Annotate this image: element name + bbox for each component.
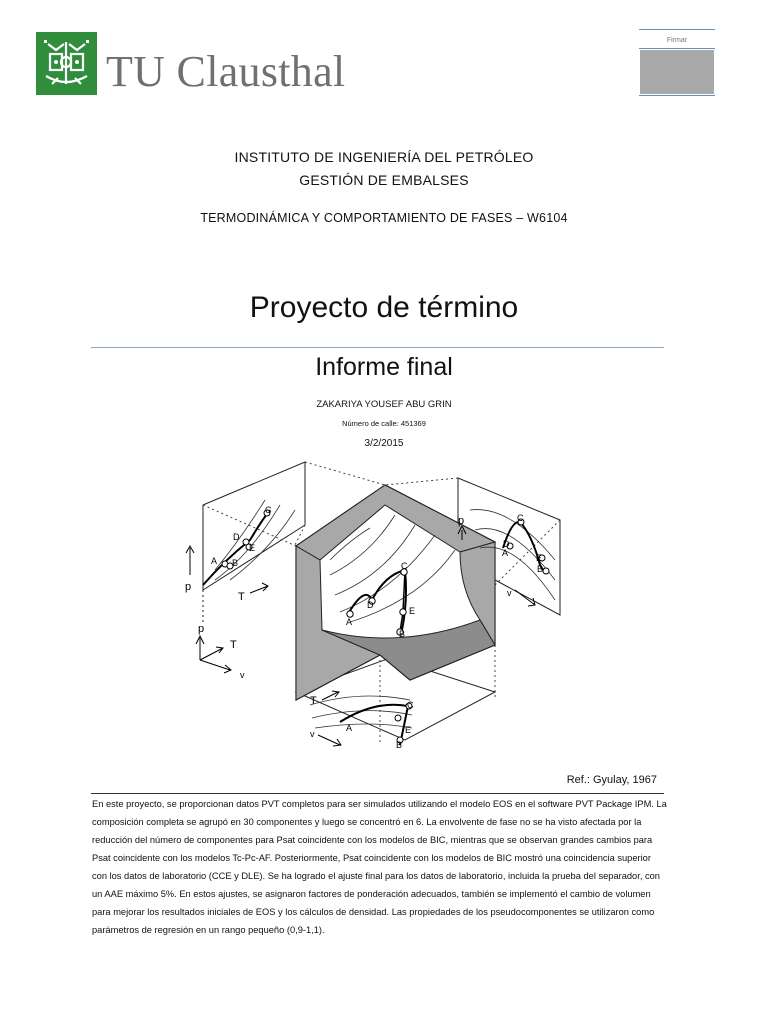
point-label: A (346, 617, 353, 627)
point-label: A (346, 723, 353, 733)
report-date: 3/2/2015 (364, 438, 404, 449)
signature-field[interactable] (640, 50, 714, 94)
pvt-surface-figure (180, 458, 600, 763)
axis-label-v: v (310, 729, 315, 739)
course-name: TERMODINÁMICA Y COMPORTAMIENTO DE FASES – W6104 (200, 211, 568, 225)
university-logo (36, 32, 366, 98)
axis-label-t: T (238, 591, 245, 603)
figure-reference: Ref.: Gyulay, 1967 (566, 774, 657, 786)
point-label: B (232, 558, 239, 568)
point-label: D (503, 539, 510, 549)
axis-label-p: p (458, 515, 465, 527)
point-label: E (405, 725, 412, 735)
point-label: A (211, 556, 218, 566)
point-label: C (517, 513, 524, 523)
point-label: C (407, 700, 414, 710)
axis-label-v: v (240, 670, 245, 680)
point-label: D (367, 600, 374, 610)
title-divider (91, 347, 664, 348)
point-label: E (409, 606, 416, 616)
point-label: E (249, 543, 256, 553)
axis-label-p: p (185, 581, 192, 593)
page-subtitle: Informe final (315, 353, 453, 381)
abstract-divider (91, 793, 664, 794)
point-label: B (537, 564, 544, 574)
divider (639, 95, 715, 96)
pvt-surface-block (296, 485, 495, 700)
point-label: E (536, 553, 543, 563)
student-number: Número de calle: 451369 (342, 419, 426, 428)
signature-label: Firmar (666, 37, 688, 44)
point-label: B (399, 629, 406, 639)
abstract-paragraph: En este proyecto, se proporcionan datos PVT completos para ser simulados utilizando el modelo EOS en el software PVT Package IPM. La composición completa se agrupó en 30 componentes y luego se concentró en 6. La envolvente de fase no se ha visto afectada por la reducción del número de componentes para Psat coincidente con los modelos de BIC, mientras que se observan grandes cambios para Psat coincidente con los modelos Tc-Pc-AF. Posteriormente, Psat coincidente con los modelos de BIC mostró una coincidencia superior con los datos de laboratorio (CCE y DLE). Se ha logrado el ajuste final para los datos de laboratorio, incluida la prueba del separador, con un AAE máximo 5%. En estos ajustes, se asignaron factores de ponderación adecuados, también se implementó el cambio de volumen para mejorar los resultados iniciales de EOS y los cálculos de densidad. Las propiedades de los pseudocomponentes se utilizaron como parámetros de regresión en un rango pequeño (0,9-1,1). (92, 799, 667, 935)
point-label: C (401, 561, 408, 571)
point-label: B (396, 740, 403, 750)
axis-label-t: T (230, 639, 237, 651)
axis-label-p: p (198, 623, 205, 635)
point-label: A (502, 548, 509, 558)
crest-icon (36, 32, 97, 95)
signature-box[interactable] (639, 29, 715, 97)
author-name: ZAKARIYA YOUSEF ABU GRIN (316, 399, 452, 410)
page-title: Proyecto de término (249, 291, 519, 324)
logo-text: TU Clausthal (106, 47, 346, 96)
divider (639, 48, 715, 49)
axis-label-v: v (507, 588, 512, 598)
point-label: C (265, 505, 272, 515)
point-label: D (233, 532, 240, 542)
left-projection-panel (203, 462, 305, 590)
axis-label-t: T (310, 695, 317, 707)
institute-name: INSTITUTO DE INGENIERÍA DEL PETRÓLEO (234, 149, 534, 165)
divider (639, 29, 715, 30)
department-name: GESTIÓN DE EMBALSES (299, 172, 469, 188)
